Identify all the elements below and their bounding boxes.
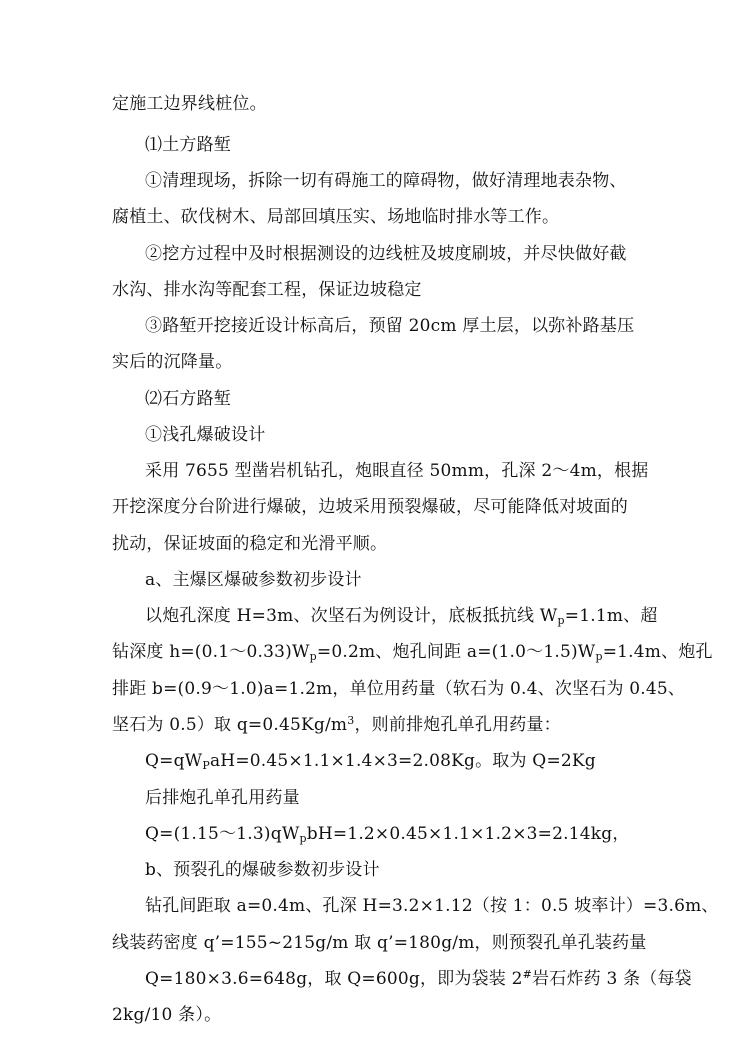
text-line	[112, 642, 713, 662]
text-line	[145, 896, 719, 916]
text-run: 扰动，保证坡面的稳定和光滑平顺。	[112, 534, 388, 554]
section-heading	[145, 135, 231, 155]
text-run: 岩石炸药 3 条（每袋	[532, 969, 692, 989]
text-run: Q=180×3.6=648g，取 Q=600g，即为袋装 2	[145, 969, 523, 989]
text-line	[112, 280, 422, 300]
text-run: =1.1m、超	[564, 606, 658, 626]
superscript: 3	[347, 714, 355, 727]
text-line	[145, 788, 300, 808]
section-heading	[145, 389, 231, 409]
subscript: p	[299, 832, 307, 845]
subscript: p	[557, 614, 565, 627]
text-run: ①浅孔爆破设计	[145, 425, 266, 445]
text-run: 实后的沉降量。	[112, 352, 233, 372]
text-run: aH=0.45×1.1×1.4×3=2.08Kg。取为 Q=2Kg	[209, 751, 596, 771]
text-run: 后排炮孔单孔用药量	[145, 788, 300, 808]
text-run: 线装药密度 q’=155~215g/m 取 q’=180g/m，则预裂孔单孔装药量	[112, 933, 647, 953]
text-run: 钻深度 h=(0.1～0.33)W	[112, 642, 310, 662]
text-run: ③路堑开挖接近设计标高后，预留 20cm 厚土层，以弥补路基压	[145, 316, 635, 336]
text-run: =1.4m、炮孔	[602, 642, 713, 662]
subscript: P	[202, 759, 210, 772]
text-line	[112, 933, 647, 953]
text-line	[145, 461, 649, 481]
subsection-heading	[145, 860, 380, 880]
text-run: a、主爆区爆破参数初步设计	[145, 570, 362, 590]
text-run: 腐植土、砍伐树木、局部回填压实、场地临时排水等工作。	[112, 207, 560, 227]
text-line	[112, 1005, 221, 1025]
formula-line	[145, 969, 692, 989]
text-line	[112, 534, 387, 554]
text-line	[145, 244, 627, 264]
text-run: =0.2m、炮孔间距 a=(1.0～1.5)W	[316, 642, 596, 662]
subscript: p	[309, 650, 317, 663]
text-run: 以炮孔深度 H=3m、次坚石为例设计，底板抵抗线 W	[145, 606, 558, 626]
text-line	[112, 94, 267, 114]
text-run: ⑴土方路堑	[145, 135, 231, 155]
text-run: Q=qW	[145, 751, 203, 771]
text-run: Q=(1.15～1.3)qW	[145, 824, 300, 844]
subscript: p	[595, 650, 603, 663]
subsection-heading	[145, 425, 265, 445]
text-run: 排距 b=(0.9～1.0)a=1.2m，单位用药量（软石为 0.4、次坚石为 0.45、	[112, 679, 686, 699]
text-run: 开挖深度分台阶进行爆破，边坡采用预裂爆破，尽可能降低对坡面的	[112, 497, 628, 517]
text-run: b、预裂孔的爆破参数初步设计	[145, 860, 380, 880]
text-line	[112, 352, 232, 372]
formula-line	[145, 751, 596, 771]
text-run: 采用 7655 型凿岩机钻孔，炮眼直径 50mm，孔深 2～4m，根据	[145, 461, 649, 481]
text-line	[112, 679, 685, 699]
text-line	[112, 497, 628, 517]
superscript: #	[522, 968, 533, 981]
text-line	[145, 171, 627, 191]
subsection-heading	[145, 570, 362, 590]
text-run: 坚石为 0.5）取 q=0.45Kg/m	[112, 715, 348, 735]
text-run: 2kg/10 条）。	[112, 1005, 222, 1025]
text-line	[145, 316, 634, 336]
text-run: 水沟、排水沟等配套工程，保证边坡稳定	[112, 280, 422, 300]
text-line	[145, 606, 658, 626]
text-line	[112, 715, 561, 735]
text-run: ⑵石方路堑	[145, 389, 231, 409]
formula-line	[145, 824, 630, 844]
text-run: bH=1.2×0.45×1.1×1.2×3=2.14kg，	[306, 824, 630, 844]
text-line	[112, 207, 559, 227]
text-run: 定施工边界线桩位。	[112, 94, 267, 114]
text-run: 钻孔间距取 a=0.4m、孔深 H=3.2×1.12（按 1：0.5 坡率计）=3.6m、	[145, 896, 719, 916]
text-run: ②挖方过程中及时根据测设的边线桩及坡度刷坡，并尽快做好截	[145, 244, 627, 264]
text-run: ①清理现场，拆除一切有碍施工的障碍物，做好清理地表杂物、	[145, 171, 627, 191]
text-run: ，则前排炮孔单孔用药量：	[354, 715, 561, 735]
